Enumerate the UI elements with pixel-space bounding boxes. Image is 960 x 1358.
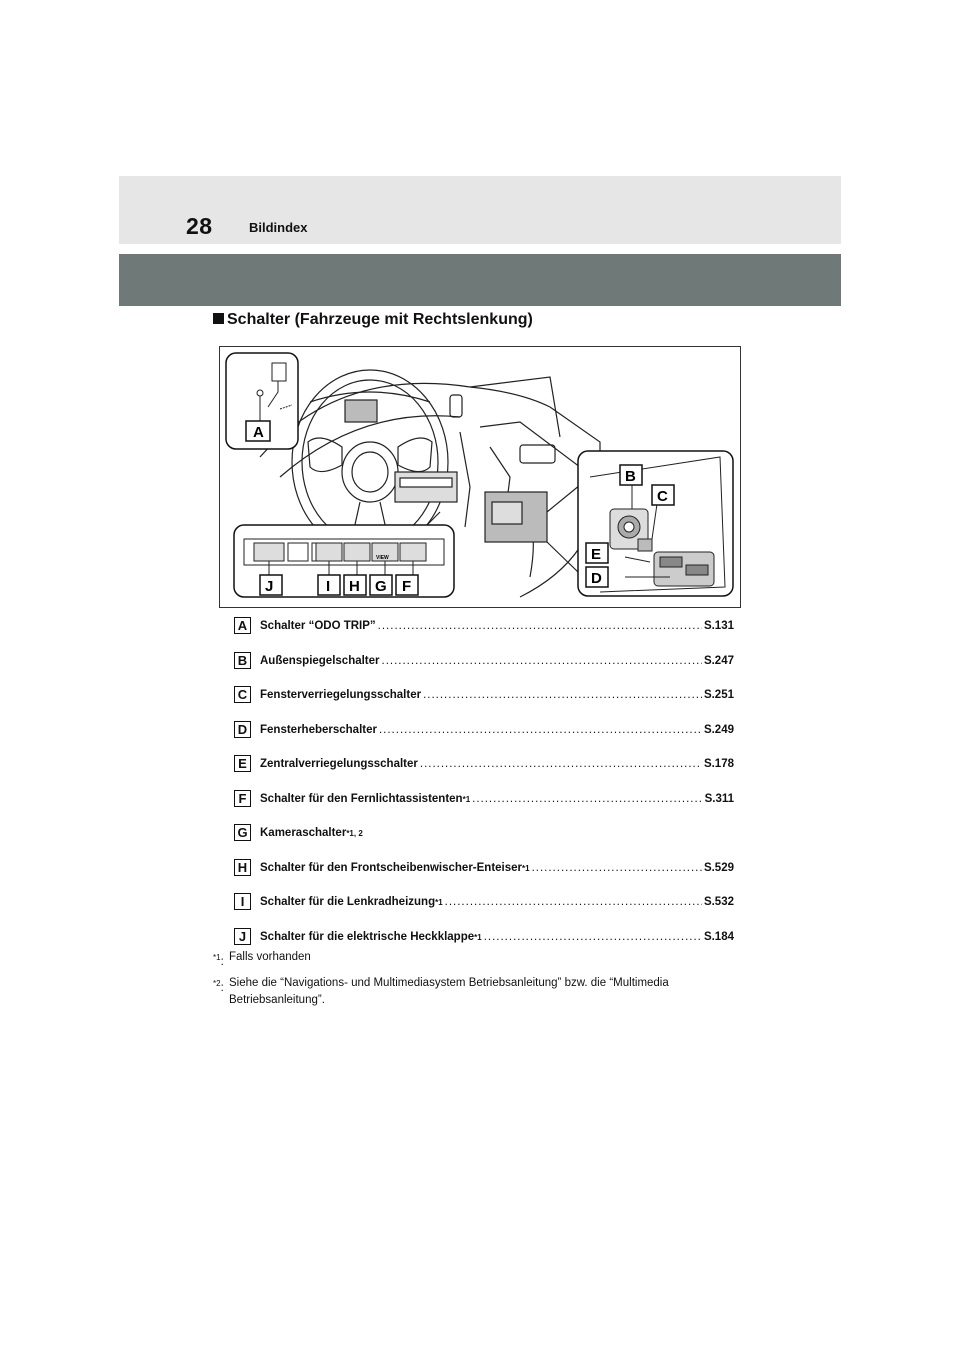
index-entry — [260, 689, 734, 701]
steering-heater-icon — [316, 543, 342, 561]
callout-letter: J — [265, 578, 274, 595]
footnote-mark-suffix: : — [220, 955, 224, 968]
index-entry — [260, 758, 734, 770]
leader-dots — [472, 793, 702, 805]
index-entry: Schalter für den Fernlichtassistenten *1 ..... S.311 — [260, 793, 734, 805]
index-label: Zentralverriegelungsschalter — [260, 758, 418, 770]
inset-door-switches — [578, 451, 733, 596]
footnote — [213, 949, 743, 971]
index-entry: Kameraschalter *1, 2 — [260, 827, 363, 839]
footnote-mark — [213, 949, 229, 971]
leader-dots — [423, 689, 702, 701]
leader-dots — [382, 655, 702, 667]
page-reference: S.251 — [703, 689, 734, 701]
section-title-text: Schalter (Fahrzeuge mit Rechtslenkung) — [227, 311, 533, 328]
tailgate-icon — [254, 543, 284, 561]
bullet-square-icon — [213, 313, 224, 324]
index-label: Außenspiegelschalter — [260, 654, 380, 667]
callout-letter: H — [349, 578, 360, 595]
index-label: Schalter für die elektrische Heckklappe — [260, 930, 475, 943]
index-item — [234, 787, 734, 822]
index-letter-box: F — [234, 790, 251, 807]
index-entry — [260, 655, 734, 667]
index-letter-box: E — [234, 755, 251, 772]
index-item — [234, 890, 734, 925]
index-letter-box: D — [234, 721, 251, 738]
index-item — [234, 821, 734, 856]
callout-letter: D — [591, 570, 602, 587]
callout-letter: I — [326, 578, 331, 595]
index-item — [234, 614, 734, 649]
index-item — [234, 718, 734, 753]
page-reference: S.532 — [703, 896, 734, 908]
footnote — [213, 975, 743, 1009]
leader-dots — [420, 758, 702, 770]
footnote-text: Falls vorhanden — [229, 951, 311, 963]
page-reference: S.249 — [703, 723, 734, 736]
leader-dots — [484, 931, 702, 943]
header-band — [119, 176, 841, 244]
view-icon-label: VIEW — [376, 555, 389, 561]
index-entry: Schalter für die Lenkradheizung *1 ..... S.532 — [260, 896, 734, 908]
index-label: Schalter für die Lenkradheizung — [260, 896, 436, 908]
footnote-mark — [213, 975, 229, 1009]
index-item — [234, 856, 734, 891]
callout-letter: C — [657, 488, 668, 505]
index-label: Fensterverriegelungsschalter — [260, 689, 422, 701]
wiper-deicer-icon — [344, 543, 370, 561]
index-label: Schalter “ODO TRIP” — [260, 620, 376, 632]
dashboard-drawing — [220, 347, 740, 607]
leader-dots — [378, 620, 702, 632]
index-letter-box: B — [234, 652, 251, 669]
page-reference: S.247 — [703, 654, 734, 667]
index-letter-box: G — [234, 824, 251, 841]
index-entry — [260, 620, 734, 632]
page-reference: S.178 — [703, 758, 734, 770]
page-reference: S.529 — [703, 861, 734, 874]
inset-lower-switches — [234, 525, 454, 597]
high-beam-icon — [400, 543, 426, 561]
dashboard-illustration — [219, 346, 741, 608]
callout-letter: G — [375, 578, 387, 595]
callout-letter: B — [625, 468, 636, 485]
footnote-mark-sup: *2 — [213, 978, 221, 988]
page-reference: S.131 — [703, 620, 734, 632]
index-entry: Schalter für die elektrische Heckklappe *1 ..... S.184 — [260, 931, 734, 943]
index-label: Kameraschalter — [260, 827, 347, 839]
leader-dots — [445, 896, 702, 908]
index-letter-box: J — [234, 928, 251, 945]
index-item — [234, 649, 734, 684]
page-number: 28 — [186, 213, 213, 239]
chapter-title: Bildindex — [249, 220, 308, 235]
footnote-mark-sup: *1 — [213, 953, 221, 962]
leader-dots — [532, 862, 702, 874]
index-letter-box: A — [234, 617, 251, 634]
callout-letter: E — [591, 546, 602, 563]
index-letter-box: I — [234, 893, 251, 910]
index-label: Schalter für den Fernlichtassistenten — [260, 792, 463, 805]
page-reference: S.184 — [703, 930, 734, 943]
index-label: Schalter für den Frontscheibenwischer-Enteiser — [260, 861, 523, 874]
index-entry — [260, 724, 734, 736]
index-item — [234, 683, 734, 718]
section-title — [213, 311, 533, 329]
index-list — [234, 614, 734, 959]
index-item — [234, 752, 734, 787]
index-entry: Schalter für den Frontscheibenwischer-Enteiser *1 ..... S.529 — [260, 862, 734, 874]
footnote-text: Siehe die “Navigations- und Multimediasystem Betriebsanleitung” bzw. die “Multimedia Betriebsanleitung”. — [229, 976, 669, 1006]
callout-letter: A — [253, 424, 264, 441]
footnote-mark-suffix: : — [220, 981, 224, 994]
index-letter-box: H — [234, 859, 251, 876]
page-reference: S.311 — [704, 792, 734, 805]
index-letter-box: C — [234, 686, 251, 703]
leader-dots — [379, 724, 702, 736]
section-band — [119, 254, 841, 306]
index-label: Fensterheberschalter — [260, 723, 377, 736]
callout-letter: F — [402, 578, 412, 595]
footnotes — [213, 949, 743, 1013]
inset-odo-trip — [226, 353, 298, 449]
